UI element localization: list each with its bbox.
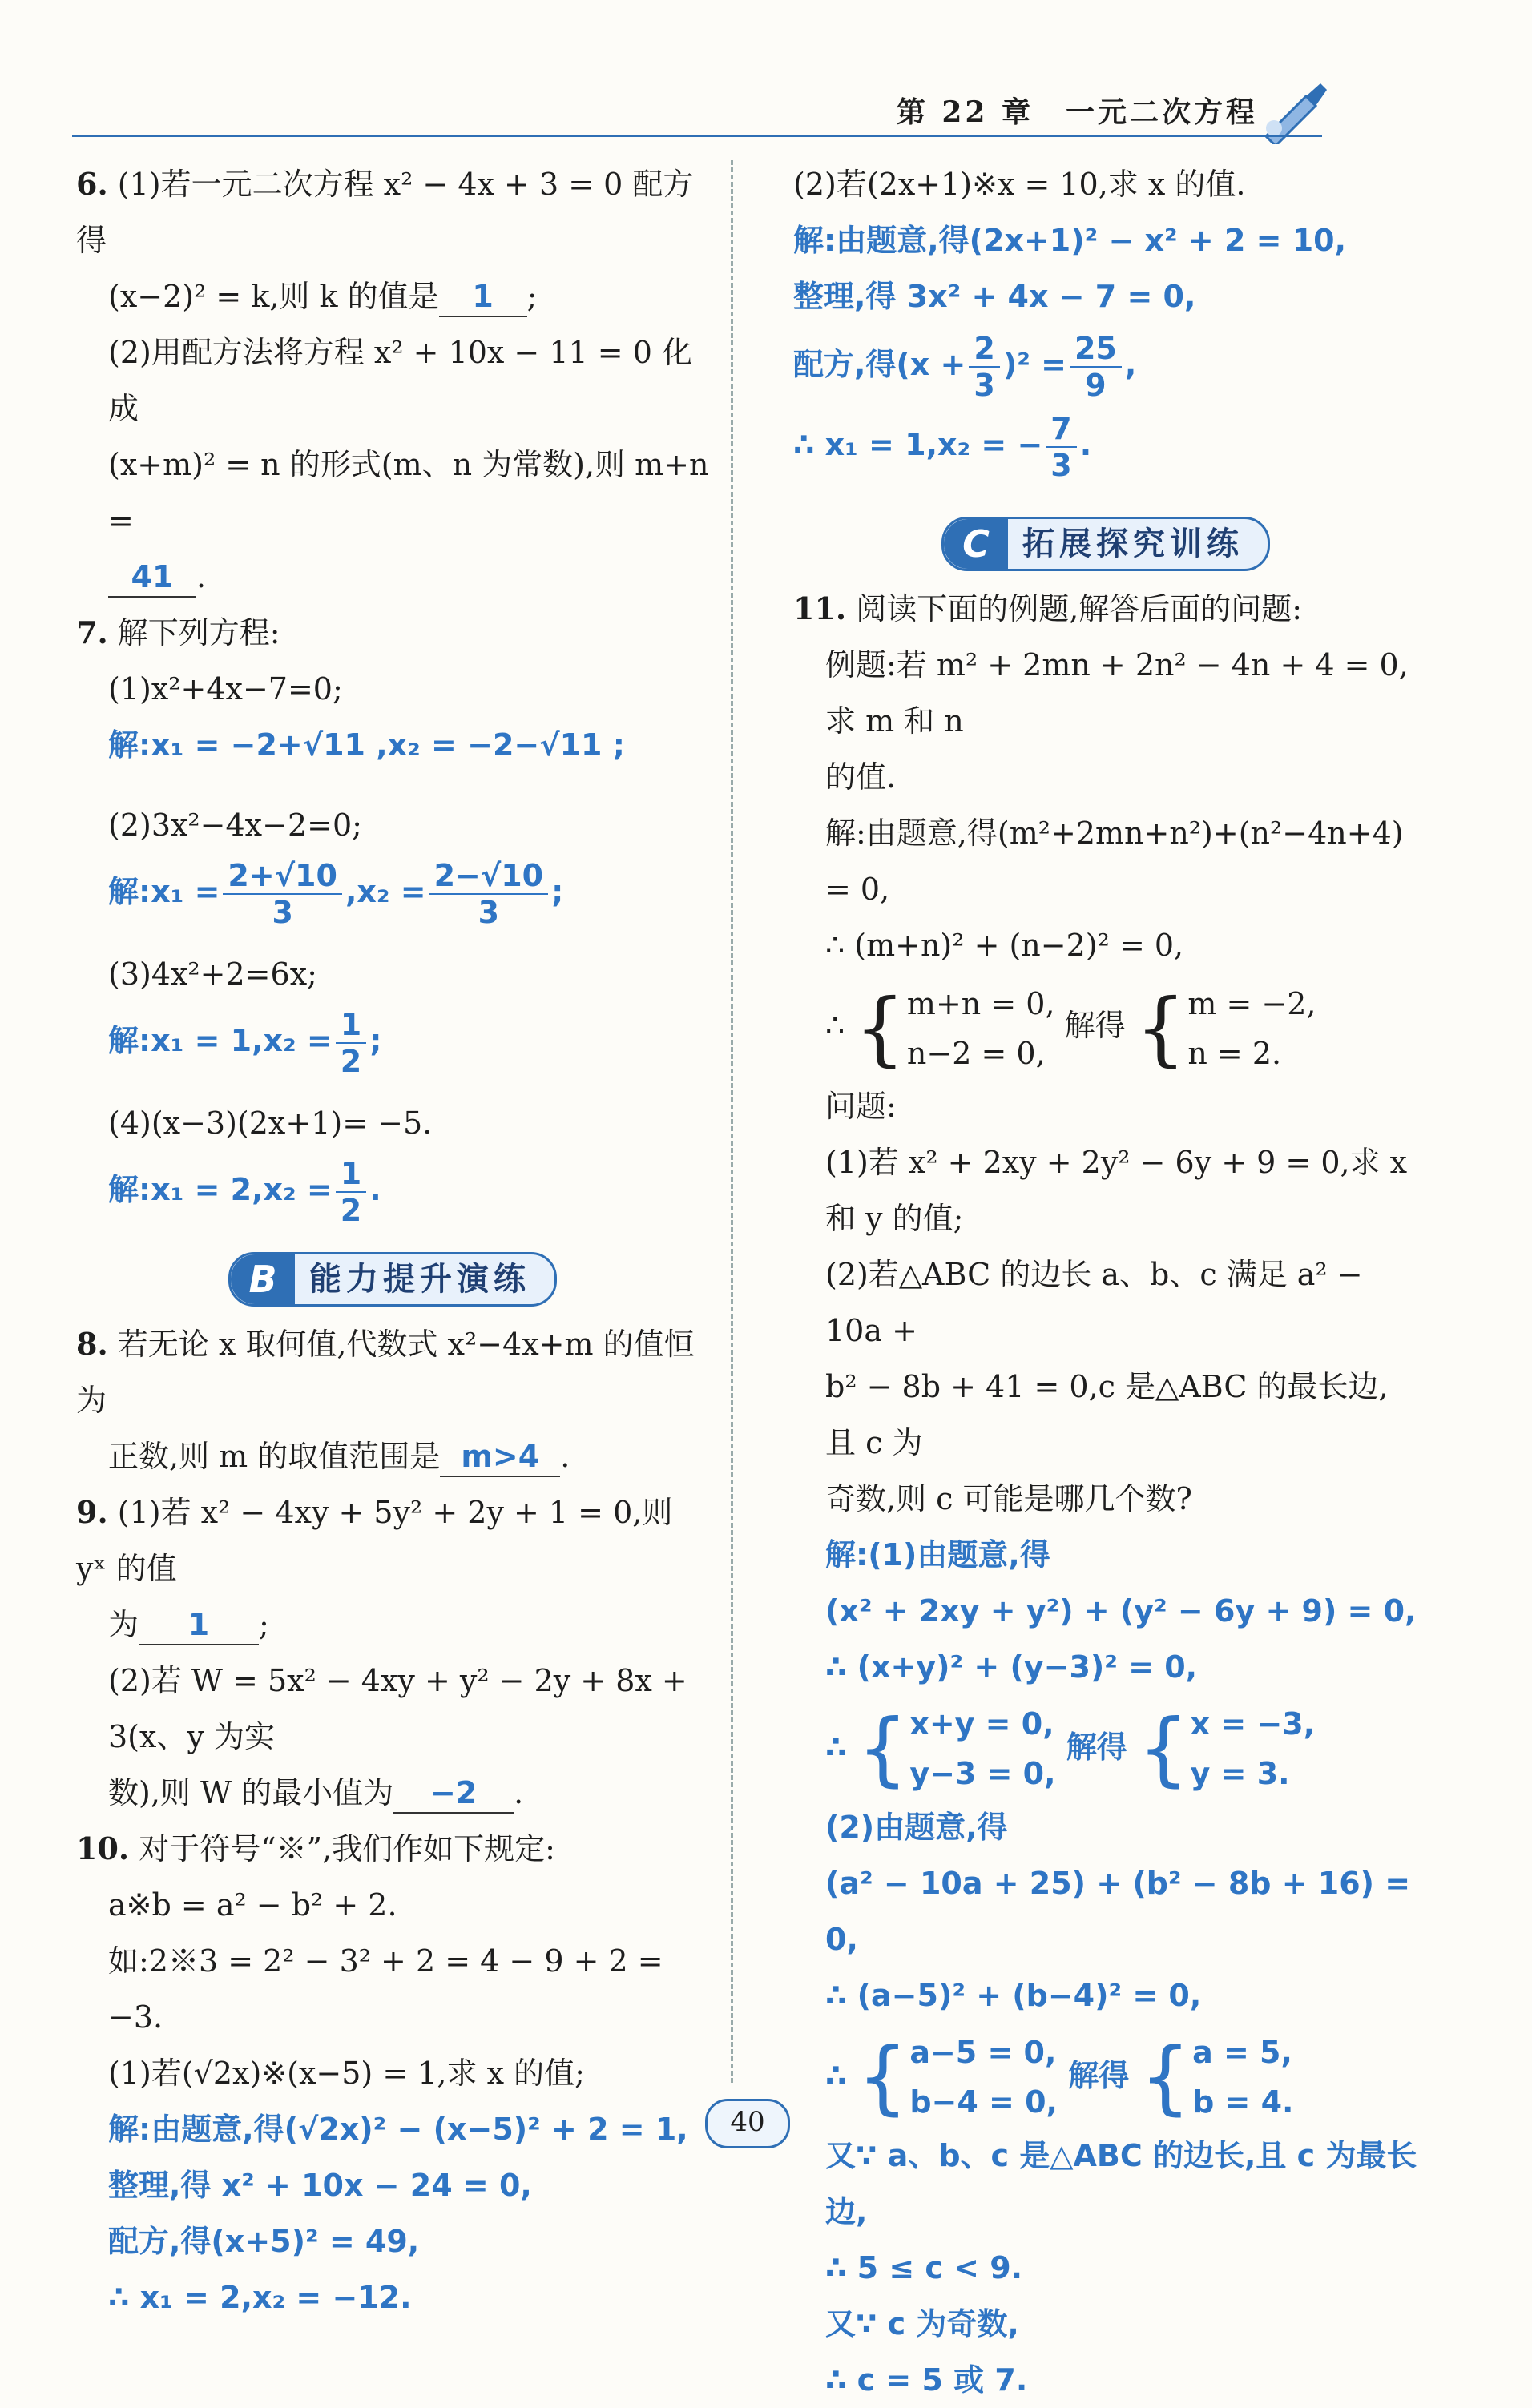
q10b-a4-num: 7 (1046, 411, 1076, 448)
q11-answer-line1: 解:(1)由题意,得 (825, 1536, 1050, 1572)
q11-sys2-b: n = 2. (1187, 1035, 1282, 1071)
q11-asys1-a: x+y = 0, (909, 1706, 1054, 1742)
q7-sub3: (3)4x²+2=6x; (108, 956, 317, 992)
q10b-answer-line4 (793, 405, 1418, 485)
column-divider (731, 160, 733, 2083)
q11-asys2-b: y = 3. (1190, 1756, 1290, 1791)
q6-p1end: ; (526, 279, 538, 314)
q7-sub4: (4)(x−3)(2x+1)= −5. (108, 1105, 433, 1141)
q6-part1-line1: (1)若一元二次方程 x² − 4x + 3 = 0 配方得 (76, 167, 694, 258)
q7-a2-end: ; (551, 874, 564, 909)
q6-p2end: . (196, 559, 207, 594)
q10b-a3-end: , (1124, 347, 1137, 382)
q7-a3-end: ; (369, 1023, 382, 1058)
q7-a4-num: 1 (336, 1156, 366, 1193)
left-column (76, 156, 709, 2325)
q11-solve-word-3: 解得 (1068, 2057, 1130, 2093)
q10b-a4-end: . (1079, 427, 1092, 462)
q11-solution-line1: 解:由题意,得(m²+2mn+n²)+(n²−4n+4) = 0, (825, 815, 1404, 907)
q11-answer-line4: (2)由题意,得 (825, 1809, 1008, 1845)
q10-answer-line3: 配方,得(x+5)² = 49, (108, 2224, 420, 2259)
q10-definition: a※b = a² − b² + 2. (108, 1887, 397, 1923)
section-c-banner (793, 517, 1418, 573)
q9-line1: (1)若 x² − 4xy + 5y² + 2y + 1 = 0,则 yˣ 的值 (76, 1495, 673, 1586)
q10b-a3-mid: )² = (1002, 347, 1066, 382)
q11-stem: 阅读下面的例题,解答后面的问题: (856, 591, 1303, 626)
q7-a2-num2: 2−√10 (429, 858, 549, 895)
header-rule (72, 135, 1322, 137)
section-c-letter: C (944, 519, 1008, 569)
q11-problem2-line3: 奇数,则 c 可能是哪几个数? (825, 1480, 1192, 1516)
q10b-a4-pre: ∴ x₁ = 1,x₂ = − (793, 427, 1043, 462)
q7-a4-pre: 解:x₁ = 2,x₂ = (108, 1172, 333, 1207)
q11-sys1-a: m+n = 0, (906, 985, 1055, 1021)
q10b-answer-line3 (793, 324, 1418, 405)
q11-answer-system1: ∴ { x+y = 0, y−3 = 0, 解得 { x = −3, y = 3. (793, 1695, 1418, 1799)
q11-therefore-3: ∴ (825, 2057, 847, 2093)
section-b-banner (76, 1252, 709, 1308)
q11-answer-line7: 又∵ a、b、c 是△ABC 的边长,且 c 为最长边, (825, 2137, 1417, 2229)
q11-therefore-2: ∴ (825, 1729, 847, 1765)
q9-answer2: −2 (393, 1774, 514, 1814)
q8-line2: 正数,则 m 的取值范围是 (108, 1439, 441, 1474)
q8-end: . (560, 1439, 570, 1474)
q10b-a3-num2: 25 (1070, 331, 1122, 368)
page-number: 40 (705, 2099, 790, 2148)
q11-answer-line6: ∴ (a−5)² + (b−4)² = 0, (825, 1977, 1202, 2013)
section-c-title: 拓展探究训练 (1022, 525, 1244, 562)
page-header (72, 80, 1386, 144)
q7-answer2 (76, 853, 709, 930)
q9-line4: 数),则 W 的最小值为 (108, 1775, 394, 1810)
q11-problem-label: 问题: (825, 1088, 897, 1124)
q10b-a4-den: 3 (1050, 447, 1072, 483)
q7-number: 7. (76, 614, 108, 650)
q7-a2-num1: 2+√10 (223, 858, 342, 895)
question-8 (76, 1316, 709, 1484)
q10-stem: 对于符号“※”,我们作如下规定: (139, 1831, 555, 1866)
q6-answer1: 1 (439, 277, 527, 317)
right-column (793, 156, 1418, 2408)
q11-bsys2-a: a = 5, (1192, 2035, 1292, 2070)
q10b-answer-line1: 解:由题意,得(2x+1)² − x² + 2 = 10, (793, 223, 1347, 258)
q11-bsys1-b: b−4 = 0, (909, 2084, 1058, 2120)
question-6 (76, 156, 709, 605)
q7-answer3 (76, 1002, 709, 1079)
q6-number: 6. (76, 166, 108, 202)
q7-a3-den: 2 (340, 1043, 362, 1079)
q8-number: 8. (76, 1326, 108, 1362)
q10-example: 如:2※3 = 2² − 3² + 2 = 4 − 9 + 2 = −3. (108, 1943, 663, 2035)
q11-problem2-line1: (2)若△ABC 的边长 a、b、c 满足 a² − 10a + (825, 1256, 1363, 1348)
q9-bend: ; (259, 1607, 269, 1642)
q11-answer-line10: ∴ c = 5 或 7. (825, 2362, 1028, 2398)
q11-therefore-1: ∴ (825, 1008, 845, 1043)
q10b-a3-num1: 2 (969, 331, 999, 368)
q7-answer4 (76, 1151, 709, 1228)
q6-answer2: 41 (108, 558, 196, 598)
q11-answer-line8: ∴ 5 ≤ c < 9. (825, 2249, 1023, 2285)
q7-a2-pre: 解:x₁ = (108, 874, 220, 909)
q10-part2: (2)若(2x+1)※x = 10,求 x 的值. (793, 167, 1246, 202)
q11-bsys2-b: b = 4. (1192, 2084, 1294, 2120)
q11-solve-word-2: 解得 (1066, 1729, 1127, 1765)
q11-problem1: (1)若 x² + 2xy + 2y² − 6y + 9 = 0,求 x 和 y 的值; (825, 1144, 1408, 1236)
q11-asys2-a: x = −3, (1190, 1706, 1316, 1742)
q11-example-line2: 的值. (825, 759, 897, 795)
q11-solution-system: ∴ { m+n = 0, n−2 = 0, 解得 { m = −2, n = 2. (793, 973, 1418, 1078)
q7-stem: 解下列方程: (117, 615, 280, 650)
q10-answer-line2: 整理,得 x² + 10x − 24 = 0, (108, 2168, 532, 2203)
question-7 (76, 605, 709, 1228)
q7-sub2: (2)3x²−4x−2=0; (108, 807, 362, 843)
q8-line1: 若无论 x 取何值,代数式 x²−4x+m 的值恒为 (76, 1327, 695, 1418)
q11-number: 11. (793, 590, 847, 626)
q10b-a3-den2: 9 (1085, 367, 1107, 403)
q7-a3-num: 1 (336, 1007, 366, 1044)
q7-a3-pre: 解:x₁ = 1,x₂ = (108, 1023, 333, 1058)
q10b-a3-den1: 3 (974, 367, 995, 403)
section-b-letter: B (231, 1254, 295, 1304)
q9-answer1: 1 (139, 1605, 259, 1645)
question-9 (76, 1484, 709, 1821)
q11-asys1-b: y−3 = 0, (909, 1756, 1056, 1791)
q6-part2-line1: (2)用配方法将方程 x² + 10x − 11 = 0 化成 (108, 335, 692, 426)
q11-problem2-line2: b² − 8b + 41 = 0,c 是△ABC 的最长边,且 c 为 (825, 1368, 1389, 1460)
q9-number: 9. (76, 1494, 108, 1530)
q11-bsys1-a: a−5 = 0, (909, 2035, 1057, 2070)
q11-sys1-b: n−2 = 0, (906, 1035, 1046, 1071)
section-c-badge (941, 517, 1270, 571)
q6-part2-line2: (x+m)² = n 的形式(m、n 为常数),则 m+n = (108, 447, 709, 538)
q11-example-line1: 例题:若 m² + 2mn + 2n² − 4n + 4 = 0,求 m 和 n (825, 647, 1409, 739)
q6-part1-line2: (x−2)² = k,则 k 的值是 (108, 279, 439, 314)
chapter-title: 第 22 章 一元二次方程 (896, 95, 1258, 129)
q7-a4-end: . (369, 1172, 381, 1207)
q11-solution-line2: ∴ (m+n)² + (n−2)² = 0, (825, 928, 1184, 963)
q11-solve-word-1: 解得 (1064, 1008, 1126, 1043)
section-b-badge (228, 1252, 557, 1307)
q11-answer-line9: 又∵ c 为奇数, (825, 2305, 1019, 2342)
q8-answer: m>4 (440, 1437, 560, 1477)
question-10 (76, 1821, 709, 2325)
q7-a2-den1: 3 (272, 894, 293, 930)
q7-a4-den: 2 (340, 1192, 362, 1228)
q7-a2-mid: ,x₂ = (345, 874, 426, 909)
q10-part1: (1)若(√2x)※(x−5) = 1,求 x 的值; (108, 2056, 585, 2091)
q10b-a3-pre: 配方,得(x + (793, 347, 966, 382)
q7-answer1: 解:x₁ = −2+√11 ,x₂ = −2−√11 ; (108, 727, 625, 763)
question-11 (793, 581, 1418, 2408)
q7-sub1: (1)x²+4x−7=0; (108, 671, 343, 707)
q10-number: 10. (76, 1830, 130, 1866)
q11-answer-line3: ∴ (x+y)² + (y−3)² = 0, (825, 1649, 1198, 1685)
q10b-answer-line2: 整理,得 3x² + 4x − 7 = 0, (793, 279, 1196, 314)
q10-answer-line4: ∴ x₁ = 2,x₂ = −12. (108, 2280, 412, 2315)
q11-answer-line5: (a² − 10a + 25) + (b² − 8b + 16) = 0, (825, 1865, 1411, 1957)
q9-line3: (2)若 W = 5x² − 4xy + y² − 2y + 8x + 3(x、y 为实 (108, 1663, 687, 1754)
q10-answer-line1: 解:由题意,得(√2x)² − (x−5)² + 2 = 1, (108, 2112, 688, 2147)
q11-answer-system2: ∴ { a−5 = 0, b−4 = 0, 解得 { a = 5, b = 4. (793, 2023, 1418, 2128)
q9-dend: . (514, 1775, 524, 1810)
q9-line2: 为 (108, 1607, 139, 1642)
question-10-part2 (793, 156, 1418, 485)
q7-a2-den2: 3 (478, 894, 500, 930)
q11-answer-line2: (x² + 2xy + y²) + (y² − 6y + 9) = 0, (825, 1593, 1417, 1629)
q11-sys2-a: m = −2, (1187, 985, 1316, 1021)
section-b-title: 能力提升演练 (309, 1261, 530, 1298)
